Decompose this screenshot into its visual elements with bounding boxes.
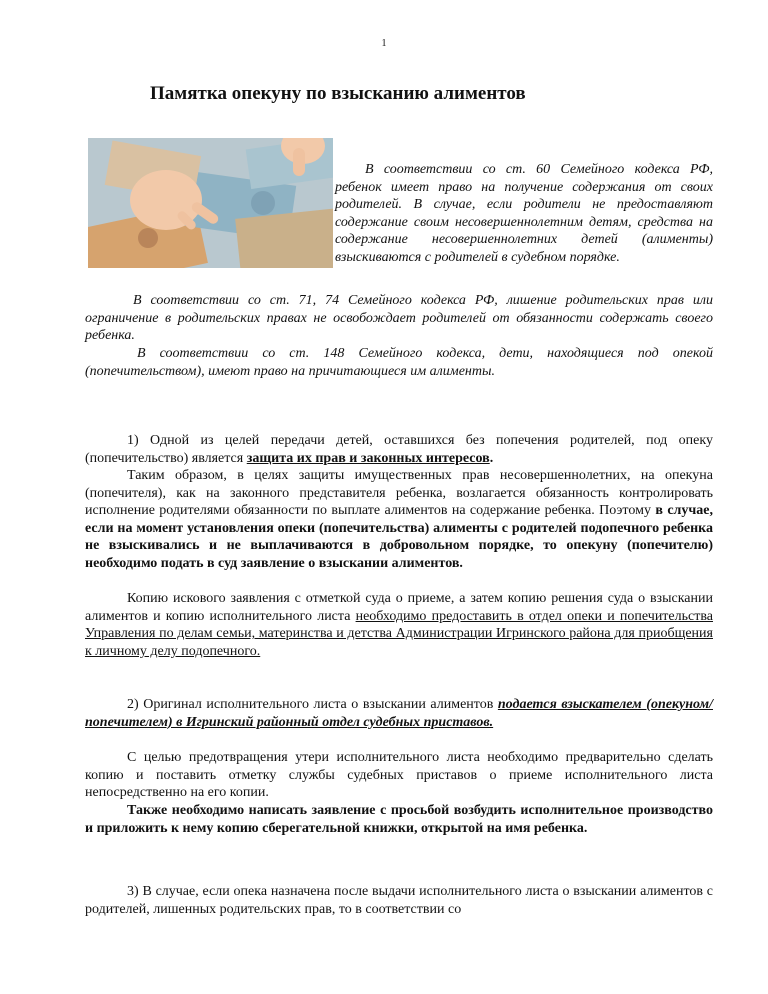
section1-p1-text: 1) Одной из целей передачи детей, оставшихся без попечения родителей, под опеку (попечительство) является (85, 433, 713, 466)
intro-family-code-71-74: В соответствии со ст. 71, 74 Семейного кодекса РФ, лишение родительских прав или ограничение в родительских правах не освобождает родителей от обязанности содержать своего ребенка. (85, 293, 713, 344)
section1-p2-bold: в случае, если на момент установления опеки (попечительства) алименты с родителей подопечного ребенка не взыскивались и не выплачиваются в добровольном порядке, то опекуну (попечителю) необходимо подать в суд заявление о взыскании алиментов. (85, 503, 713, 571)
page-number: 1 (381, 38, 387, 49)
child-money-photo (88, 138, 333, 268)
section2-p1-emphasis: подается взыскателем (опекуном/попечителем) в Игринский районный отдел судебных приставов. (85, 697, 713, 730)
section2-paragraph3: Также необходимо написать заявление с просьбой возбудить исполнительное производство и приложить к нему копию сберегательной книжки, открытой на имя ребенка. (85, 803, 713, 836)
section1-p3-text: Копию искового заявления с отметкой суда о приеме, а затем копию решения суда о взыскании алиментов и копию исполнительного листа (85, 591, 713, 624)
intro-family-code-148: В соответствии со ст. 148 Семейного кодекса, дети, находящиеся под опекой (попечительством), имеют право на причитающиеся им алименты. (85, 346, 713, 379)
section2-paragraph2: С целью предотвращения утери исполнительного листа необходимо предварительно сделать копию и поставить отметку службы судебных приставов о приеме исполнительного листа непосредственно на его копии. (85, 750, 713, 801)
section1-paragraph1 (85, 432, 713, 467)
section1-p3-underline: необходимо предоставить в отдел опеки и попечительства Управления по делам семьи, материнства и детства Администрации Игринского района для приобщения к личному делу подопечного. (85, 608, 713, 659)
intro-family-code-60: В соответствии со ст. 60 Семейного кодекса РФ, ребенок имеет право на получение содержания от своих родителей. В случае, если родители не предоставляют содержание своим несовершеннолетним детям, средства на содержание несовершеннолетних детей (алименты) взыскиваются с родителей в судебном порядке. (335, 162, 713, 265)
section1-p1-end: . (489, 450, 494, 466)
section1-p2-text: Таким образом, в целях защиты имущественных прав несовершеннолетних, на опекуна (попечителя), как на законного представителя ребенка, возлагается обязанность контролировать исполнение родителями обязанности по выплате алиментов на содержание ребенка. Поэтому (85, 468, 713, 519)
section1-paragraph2 (85, 467, 713, 573)
page-title: Памятка опекуну по взысканию алиментов (150, 83, 526, 104)
section1-p1-emphasis: защита их прав и законных интересов (246, 450, 490, 466)
section2-p1-text: 2) Оригинал исполнительного листа о взыскании алиментов (127, 697, 498, 712)
section2-paragraph1 (85, 696, 713, 731)
section3-paragraph1: 3) В случае, если опека назначена после выдачи исполнительного листа о взыскании алиментов с родителей, лишенных родительских прав, то в соответствии со (85, 884, 713, 917)
section1-paragraph3 (85, 590, 713, 660)
